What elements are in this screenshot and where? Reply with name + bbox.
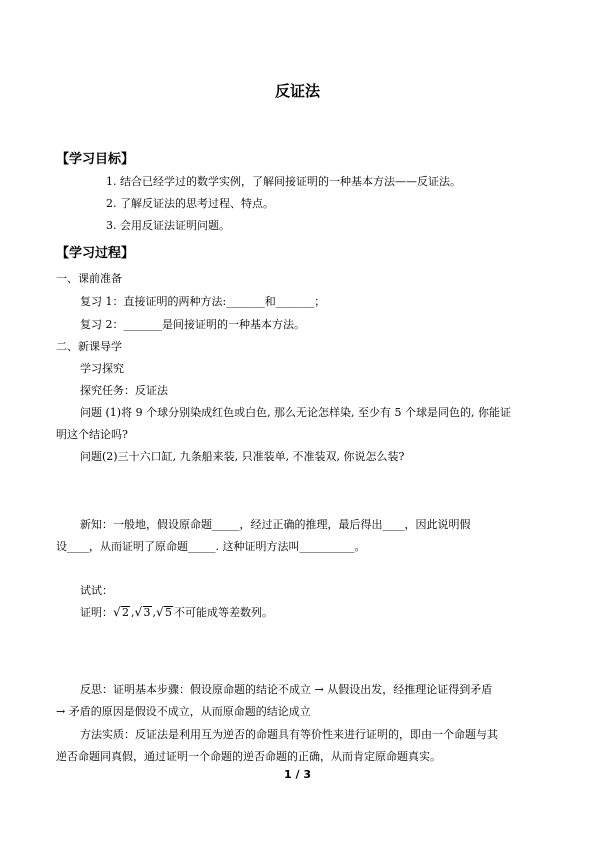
part-1-heading: 一、课前准备 [56,272,122,285]
section-heading-objectives: 【学习目标】 [56,152,135,167]
part-2-heading: 二、新课导学 [56,340,122,353]
method-line-1: 方法实质：反证法是利用互为逆否的命题具有等价性来进行证明的，即由一个命题与其 [80,728,498,741]
try-heading: 试试： [80,584,113,597]
reflection-line-1: 反思：证明基本步骤：假设原命题的结论不成立 → 从假设出发，经推理论证得到矛盾 [80,683,493,696]
reflection-line-2: → 矛盾的原因是假设不成立，从而原命题的结论成立 [56,705,311,718]
method-line-2: 逆否命题同真假，通过证明一个命题的逆否命题的正确，从而肯定原命题真实。 [56,750,441,763]
objective-item-3: 3. 会用反证法证明问题。 [106,219,230,232]
question-2: 问题(2)三十六口缸, 九条船来装, 只准装单, 不准装双, 你说怎么装? [80,450,405,463]
section-heading-process: 【学习过程】 [56,246,135,261]
task-heading: 探究任务：反证法 [80,384,168,397]
sqrt-2: √ 2 [113,606,130,620]
page-title: 反证法 [274,82,320,100]
proof-suffix: 不可能成等差数列。 [174,606,273,619]
page-number: 1 / 3 [284,768,311,781]
question-1-line-2: 明这个结论吗? [56,428,128,441]
new-knowledge-line-2: 设____，从而证明了原命题_____. 这种证明方法叫__________。 [56,540,366,553]
explore-heading: 学习探究 [80,362,124,375]
proof-prefix: 证明： [80,606,113,619]
review-2: 复习 2：_______是间接证明的一种基本方法。 [80,318,305,331]
proof-statement: 证明：√ 2 ,√ 3 ,√ 5 不可能成等差数列。 [80,606,273,620]
objective-item-2: 2. 了解反证法的思考过程、特点。 [106,197,274,210]
objective-item-1: 1. 结合已经学过的数学实例，了解间接证明的一种基本方法——反证法。 [106,175,461,188]
review-1: 复习 1：直接证明的两种方法:_______和_______； [80,295,326,308]
question-1-line-1: 问题 (1)将 9 个球分别染成红色或白色, 那么无论怎样染, 至少有 5 个球是同色的, 你能证 [80,406,512,419]
sqrt-5: √ 5 [156,606,173,620]
new-knowledge-line-1: 新知：一般地，假设原命题_____，经过正确的推理，最后得出____，因此说明假 [80,518,471,531]
sqrt-3: √ 3 [135,606,152,620]
